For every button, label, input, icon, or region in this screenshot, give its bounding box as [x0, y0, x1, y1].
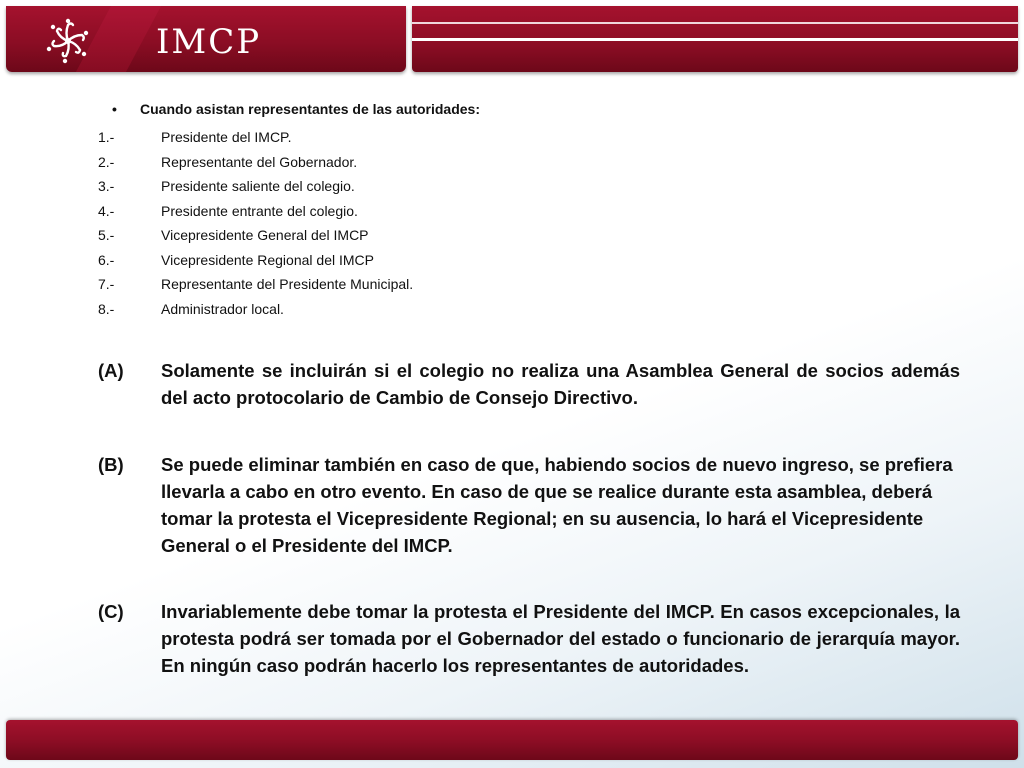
brand-name: IMCP [156, 22, 262, 62]
list-item-number: 4.- [98, 202, 115, 219]
list-item-number: 6.- [98, 251, 115, 268]
note-a [98, 357, 960, 411]
list-item [98, 199, 413, 224]
list-item [98, 150, 413, 175]
note-c [98, 598, 960, 679]
note-b [98, 451, 960, 559]
note-tag: (B) [98, 454, 124, 475]
list-item [98, 125, 413, 150]
list-item-number: 2.- [98, 153, 115, 170]
bullet-heading-text: Cuando asistan representantes de las autoridades: [140, 101, 480, 117]
list-item-number: 1.- [98, 129, 115, 145]
logo-block [6, 6, 406, 72]
list-item [98, 272, 413, 297]
note-text: Invariablemente debe tomar la protesta el Presidente del IMCP. En casos excepcionales, la protesta podrá ser tomada por el Gobernador del estado o funcionario de jerarquía mayor. En ningún caso podrán hacerlo los representantes de autoridades. [161, 601, 960, 676]
list-item-number: 3.- [98, 178, 115, 194]
list-item-text: Vicepresidente General del IMCP [161, 227, 369, 243]
list-item-text: Administrador local. [161, 300, 284, 317]
list-item [98, 223, 413, 248]
header-stripe-bottom [412, 38, 1018, 41]
list-item-text: Representante del Presidente Municipal. [161, 276, 414, 292]
slide-header [0, 0, 1024, 80]
note-text: Se puede eliminar también en caso de que, habiendo socios de nuevo ingreso, se prefiera llevarla a cabo en otro evento. En caso de que se realice durante esta asamblea, deberá tomar la protesta el Vicepresidente Regional; en su ausencia, lo hará el Vicepresidente General o el Presidente del IMCP. [161, 454, 953, 556]
bullet-heading [112, 101, 480, 117]
header-stripe-top [412, 22, 1018, 24]
list-item [98, 174, 413, 199]
imcp-flower-logo-icon [40, 16, 96, 66]
list-item-number: 8.- [98, 300, 115, 317]
list-item-text: Representante del Gobernador. [161, 153, 358, 170]
list-item-text: Presidente saliente del colegio. [161, 178, 355, 194]
bullet-dot: • [112, 101, 117, 117]
list-item-text: Vicepresidente Regional del IMCP [161, 251, 374, 268]
note-text: Solamente se incluirán si el colegio no realiza una Asamblea General de socios además del acto protocolario de Cambio de Consejo Directivo. [161, 360, 960, 408]
list-item-number: 5.- [98, 227, 115, 243]
list-item-number: 7.- [98, 276, 115, 292]
list-item-text: Presidente del IMCP. [161, 129, 292, 145]
list-item [98, 248, 413, 273]
list-item [98, 297, 413, 322]
authorities-list [98, 125, 413, 321]
note-tag: (C) [98, 601, 124, 622]
list-item-text: Presidente entrante del colegio. [161, 202, 358, 219]
note-tag: (A) [98, 360, 124, 381]
slide-footer [6, 720, 1018, 760]
